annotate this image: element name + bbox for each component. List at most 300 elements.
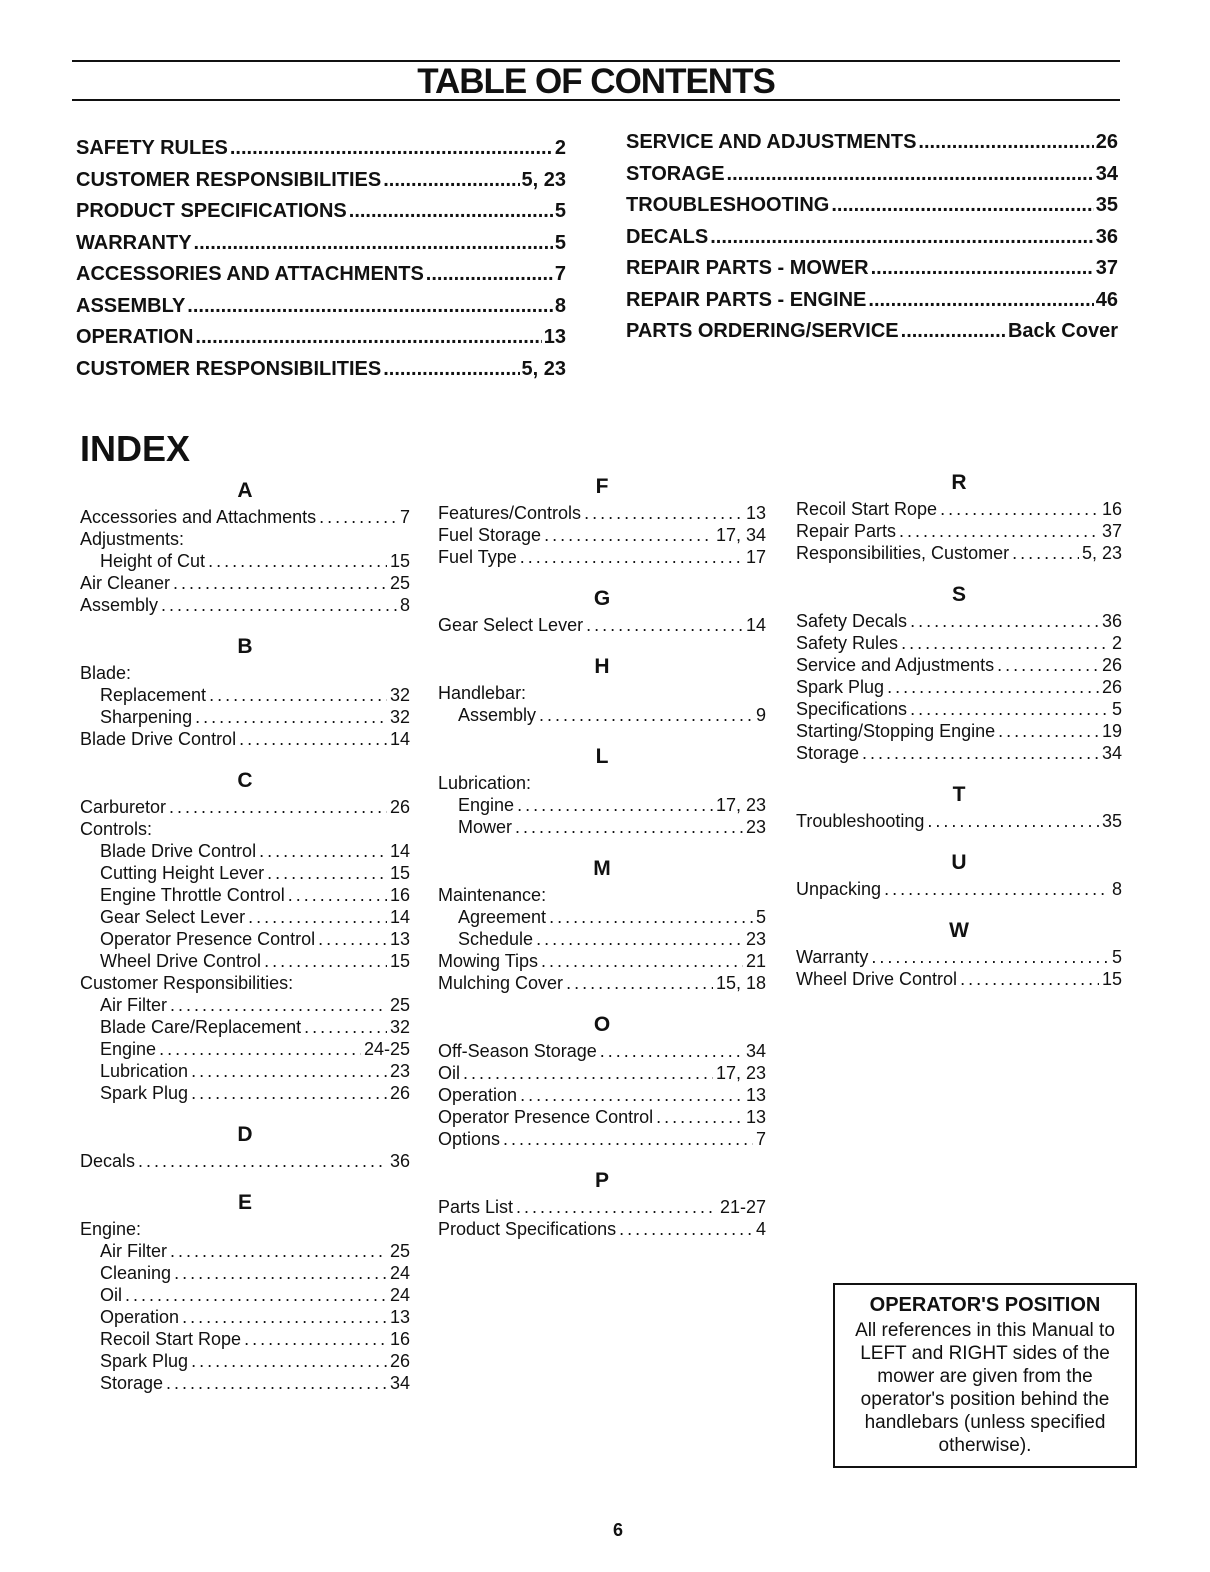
index-entry-label: Decals [80, 1151, 136, 1171]
index-entry-page: 13 [745, 1085, 766, 1105]
index-group [438, 742, 766, 838]
index-letter: O [593, 1013, 611, 1036]
index-group [796, 780, 1122, 832]
toc-entry [626, 131, 1118, 163]
dot-leader [349, 200, 553, 223]
index-entry [796, 968, 1122, 990]
toc-entry-label: REPAIR PARTS - ENGINE [626, 288, 867, 311]
index-entry-page: 21 [745, 951, 766, 971]
dot-leader [170, 994, 387, 1016]
index-entry-page: 34 [745, 1041, 766, 1061]
index-entry-label: Assembly [80, 595, 159, 615]
index-letter: P [594, 1169, 609, 1192]
index-entry-page: 2 [1111, 633, 1122, 653]
index-entry-page: 26 [389, 1083, 410, 1103]
index-entry-label: Sharpening [100, 707, 193, 727]
dot-leader [586, 614, 743, 636]
dot-leader [209, 684, 387, 706]
index-entry-label: Fuel Storage [438, 525, 542, 545]
index-entry-page: 5 [1111, 699, 1122, 719]
index-group [438, 472, 766, 568]
index-entry [438, 1128, 766, 1150]
index-entry-label: Fuel Type [438, 547, 517, 567]
index-group [80, 766, 410, 1104]
index-letter: M [593, 857, 611, 880]
index-entry [80, 1240, 410, 1262]
dot-leader [173, 572, 387, 594]
dot-leader [541, 950, 743, 972]
dot-leader [862, 742, 1099, 764]
dot-leader [264, 950, 387, 972]
index-heading: Engine: [80, 1219, 142, 1239]
index-entry-label: Air Cleaner [80, 573, 171, 593]
dot-leader [194, 232, 553, 255]
dot-leader [887, 676, 1099, 698]
index-entry [438, 1196, 766, 1218]
index-entry-page: 17, 23 [715, 1063, 766, 1083]
dot-leader [259, 840, 387, 862]
index-group [80, 476, 410, 616]
index-entry-page: 19 [1101, 721, 1122, 741]
dot-leader [539, 704, 753, 726]
index-entry-page: 23 [745, 929, 766, 949]
index-entry-label: Safety Rules [796, 633, 899, 653]
dot-leader [182, 1306, 387, 1328]
dot-leader [208, 550, 387, 572]
index-entry-page: 14 [745, 615, 766, 635]
index-group [80, 1188, 410, 1394]
index-entry-page: 26 [389, 797, 410, 817]
dot-leader [927, 810, 1099, 832]
index-entry-page: 32 [389, 685, 410, 705]
toc-entry-label: CUSTOMER RESPONSIBILITIES [76, 168, 382, 191]
toc-entry-label: PARTS ORDERING/SERVICE [626, 320, 899, 342]
dot-leader [656, 1106, 743, 1128]
toc-entry-label: WARRANTY [76, 231, 192, 254]
dot-leader [174, 1262, 387, 1284]
index-entry [796, 720, 1122, 742]
dot-leader [159, 1038, 361, 1060]
toc-entry-label: SAFETY RULES [76, 137, 228, 159]
index-entry-label: Off-Season Storage [438, 1041, 597, 1061]
index-entry-page: 13 [745, 503, 766, 523]
index-entry-page: 25 [389, 573, 410, 593]
index-entry-page: 5 [755, 907, 766, 927]
index-entry-label: Carburetor [80, 797, 167, 817]
toc-entry-page: 8 [554, 294, 566, 317]
index-entry [796, 742, 1122, 764]
index-entry [438, 546, 766, 568]
index-entry [796, 654, 1122, 676]
index-entry-label: Repair Parts [796, 521, 897, 541]
index-entry-page: 21-27 [719, 1197, 766, 1217]
toc-entry-label: PRODUCT SPECIFICATIONS [76, 200, 347, 222]
dot-leader [831, 194, 1093, 217]
index-entry [80, 1150, 410, 1172]
index-entry-label: Operation [100, 1307, 180, 1327]
index-entry-page: 23 [745, 817, 766, 837]
index-entry-label: Mowing Tips [438, 951, 539, 971]
index-heading: Maintenance: [438, 885, 547, 905]
dot-leader [520, 1084, 743, 1106]
toc-entry [626, 289, 1118, 321]
index-entry-page: 32 [389, 1017, 410, 1037]
dot-leader [161, 594, 397, 616]
toc-entry-page: Back Cover [1007, 320, 1118, 342]
index-group [438, 1010, 766, 1150]
index-group [438, 584, 766, 636]
index-entry-page: 36 [1101, 611, 1122, 631]
index-entry-label: Warranty [796, 947, 869, 967]
dot-leader [318, 928, 387, 950]
index-entry-label: Spark Plug [100, 1351, 189, 1371]
index-group [796, 916, 1122, 990]
dot-leader [125, 1284, 387, 1306]
index-entry-label: Operator Presence Control [100, 929, 316, 949]
index-heading: Lubrication: [438, 773, 532, 793]
index-letter: S [951, 583, 966, 606]
index-entry [80, 884, 410, 906]
index-entry-page: 13 [389, 1307, 410, 1327]
dot-leader [169, 796, 387, 818]
index-entry-label: Parts List [438, 1197, 514, 1217]
index-entry-label: Blade Care/Replacement [100, 1017, 302, 1037]
dot-leader [503, 1128, 753, 1150]
index-entry [80, 1060, 410, 1082]
index-entry-page: 26 [1101, 655, 1122, 675]
dot-leader [710, 226, 1094, 249]
index-entry-page: 8 [399, 595, 410, 615]
index-entry [796, 520, 1122, 542]
dot-leader [998, 720, 1099, 742]
toc-left-column [76, 137, 566, 389]
index-entry-label: Mulching Cover [438, 973, 564, 993]
index-entry-label: Service and Adjustments [796, 655, 995, 675]
operator-position-title: OPERATOR'S POSITION [869, 1294, 1101, 1316]
dot-leader [871, 946, 1109, 968]
index-letter: D [237, 1123, 253, 1146]
index-heading: Handlebar: [438, 683, 527, 703]
index-entry-page: 24 [389, 1285, 410, 1305]
index-heading: Controls: [80, 819, 153, 839]
index-entry [438, 1062, 766, 1084]
index-entry-page: 15 [389, 551, 410, 571]
index-entry-page: 4 [755, 1219, 766, 1239]
index-entry-page: 15 [389, 863, 410, 883]
index-entry-page: 17, 23 [715, 795, 766, 815]
toc-entry [626, 320, 1118, 352]
index-entry-label: Product Specifications [438, 1219, 617, 1239]
index-entry-page: 17, 34 [715, 525, 766, 545]
index-entry-page: 26 [1101, 677, 1122, 697]
index-entry [796, 878, 1122, 900]
toc-entry [76, 326, 566, 358]
index-column-3 [796, 468, 1122, 1006]
toc-entry-page: 37 [1095, 257, 1118, 279]
toc-entry-page: 46 [1095, 288, 1118, 311]
index-entry [796, 632, 1122, 654]
operator-position-box [833, 1283, 1137, 1468]
index-letter: B [237, 635, 253, 658]
index-entry-page: 25 [389, 1241, 410, 1261]
index-letter: U [951, 851, 967, 874]
toc-entry-page: 7 [554, 263, 566, 285]
index-entry [80, 684, 410, 706]
index-entry [80, 1306, 410, 1328]
index-heading: Blade: [80, 663, 132, 683]
dot-leader [319, 506, 397, 528]
index-heading: Adjustments: [80, 529, 185, 549]
index-entry-page: 14 [389, 729, 410, 749]
index-entry [438, 1084, 766, 1106]
index-group [80, 1120, 410, 1172]
dot-leader [727, 163, 1094, 186]
dot-leader [517, 794, 713, 816]
index-entry-label: Mower [458, 817, 513, 837]
index-group [796, 468, 1122, 564]
dot-leader [239, 728, 387, 750]
toc-entry-page: 36 [1095, 225, 1118, 248]
toc-entry-label: TROUBLESHOOTING [626, 194, 830, 216]
toc-title: TABLE OF CONTENTS [417, 62, 775, 101]
dot-leader [544, 524, 713, 546]
toc-entry [626, 257, 1118, 289]
bottom-rule [72, 99, 1120, 101]
index-entry-page: 5, 23 [1081, 543, 1122, 563]
toc-entry-label: OPERATION [76, 326, 194, 348]
toc-entry [76, 137, 566, 169]
index-entry [438, 524, 766, 546]
index-entry [438, 502, 766, 524]
index-group [796, 580, 1122, 764]
index-letter: W [949, 919, 969, 942]
index-entry-page: 16 [1101, 499, 1122, 519]
index-entry [80, 928, 410, 950]
toc-entry-label: SERVICE AND ADJUSTMENTS [626, 131, 917, 153]
toc-entry-page: 13 [543, 326, 566, 348]
index-entry-page: 7 [755, 1129, 766, 1149]
index-entry-page: 14 [389, 907, 410, 927]
index-entry-page: 8 [1111, 879, 1122, 899]
index-entry-label: Schedule [458, 929, 534, 949]
toc-entry-page: 5 [554, 200, 566, 222]
index-entry [80, 906, 410, 928]
index-entry-label: Recoil Start Rope [796, 499, 938, 519]
index-entry-label: Lubrication [100, 1061, 189, 1081]
index-entry-page: 7 [399, 507, 410, 527]
dot-leader [549, 906, 753, 928]
index-entry-page: 24-25 [363, 1039, 410, 1059]
index-entry [80, 950, 410, 972]
index-entry-label: Oil [100, 1285, 122, 1305]
index-entry-page: 16 [389, 885, 410, 905]
dot-leader [960, 968, 1099, 990]
toc-entry [76, 232, 566, 264]
dot-leader [600, 1040, 743, 1062]
dot-leader [195, 706, 387, 728]
operator-position-text: All references in this Manual to LEFT and RIGHT sides of the mower are given from the operator's position behind the handlebars (unless specified otherwise). [855, 1320, 1115, 1456]
index-letter: R [951, 471, 967, 494]
index-entry-label: Spark Plug [796, 677, 885, 697]
dot-leader [584, 502, 743, 524]
index-entry [80, 1038, 410, 1060]
index-entry [438, 614, 766, 636]
index-entry-page: 25 [389, 995, 410, 1015]
toc-entry-page: 5, 23 [521, 168, 566, 191]
index-entry [796, 542, 1122, 564]
dot-leader [901, 320, 1006, 343]
index-entry-label: Replacement [100, 685, 207, 705]
index-entry [796, 698, 1122, 720]
index-entry-page: 14 [389, 841, 410, 861]
index-group [80, 632, 410, 750]
dot-leader [940, 498, 1099, 520]
toc-entry-page: 5, 23 [521, 357, 566, 380]
index-entry-label: Assembly [458, 705, 537, 725]
toc-entry [76, 263, 566, 295]
toc-entry [76, 295, 566, 327]
index-entry-page: 34 [1101, 743, 1122, 763]
index-entry [80, 840, 410, 862]
index-entry [438, 1040, 766, 1062]
index-entry [80, 706, 410, 728]
index-entry-page: 34 [389, 1373, 410, 1393]
toc-entry-page: 26 [1095, 131, 1118, 153]
toc-entry-label: REPAIR PARTS - MOWER [626, 257, 869, 279]
index-entry [438, 704, 766, 726]
index-entry-label: Options [438, 1129, 501, 1149]
index-entry-page: 15 [389, 951, 410, 971]
index-entry [80, 728, 410, 750]
index-entry-label: Troubleshooting [796, 811, 925, 831]
index-letter: A [237, 479, 253, 502]
index-entry-label: Engine Throttle Control [100, 885, 285, 905]
index-entry [796, 810, 1122, 832]
index-entry [438, 972, 766, 994]
toc-entry-label: DECALS [626, 225, 709, 248]
toc-right-column [626, 131, 1118, 352]
index-entry-label: Spark Plug [100, 1083, 189, 1103]
index-entry-page: 15 [1101, 969, 1122, 989]
dot-leader [187, 295, 553, 318]
toc-entry-page: 35 [1095, 194, 1118, 216]
toc-entry-label: CUSTOMER RESPONSIBILITIES [76, 357, 382, 380]
dot-leader [383, 169, 519, 192]
index-entry-page: 13 [745, 1107, 766, 1127]
dot-leader [899, 520, 1099, 542]
index-entry [438, 1218, 766, 1240]
dot-leader [910, 610, 1099, 632]
index-entry [80, 1372, 410, 1394]
index-entry-label: Features/Controls [438, 503, 582, 523]
dot-leader [191, 1060, 387, 1082]
index-entry-page: 17 [745, 547, 766, 567]
toc-entry-label: STORAGE [626, 162, 725, 185]
index-entry-label: Oil [438, 1063, 460, 1083]
index-entry [438, 928, 766, 950]
index-letter: T [952, 783, 966, 806]
dot-leader [910, 698, 1109, 720]
index-entry-page: 9 [755, 705, 766, 725]
toc-entry [76, 200, 566, 232]
index-entry [438, 950, 766, 972]
dot-leader [516, 1196, 717, 1218]
index-entry-label: Operation [438, 1085, 518, 1105]
index-entry-label: Blade Drive Control [80, 729, 237, 749]
page-number: 6 [612, 1520, 623, 1540]
index-entry-label: Blade Drive Control [100, 841, 257, 861]
dot-leader [566, 972, 713, 994]
index-entry [80, 550, 410, 572]
dot-leader [166, 1372, 387, 1394]
dot-leader [267, 862, 387, 884]
dot-leader [426, 263, 553, 286]
dot-leader [871, 257, 1094, 280]
index-group [438, 854, 766, 994]
index-entry-page: 36 [389, 1151, 410, 1171]
index-entry-label: Engine [100, 1039, 157, 1059]
index-entry [80, 1328, 410, 1350]
index-entry-page: 5 [1111, 947, 1122, 967]
index-entry [438, 816, 766, 838]
index-entry-label: Height of Cut [100, 551, 206, 571]
dot-leader [868, 289, 1093, 312]
dot-leader [520, 546, 743, 568]
index-entry [80, 506, 410, 528]
index-entry-label: Storage [100, 1373, 164, 1393]
index-letter: G [593, 587, 611, 610]
toc-entry-page: 2 [554, 137, 566, 159]
index-entry [80, 994, 410, 1016]
dot-leader [195, 326, 541, 349]
index-entry-label: Responsibilities, Customer [796, 543, 1010, 563]
index-column-2 [438, 472, 766, 1256]
dot-leader [230, 137, 553, 160]
index-letter: E [237, 1191, 252, 1214]
dot-leader [463, 1062, 713, 1084]
index-entry-page: 13 [389, 929, 410, 949]
index-entry-label: Engine [458, 795, 515, 815]
index-entry [80, 1082, 410, 1104]
index-entry-label: Accessories and Attachments [80, 507, 317, 527]
index-entry-page: 23 [389, 1061, 410, 1081]
index-entry [438, 794, 766, 816]
index-entry-label: Starting/Stopping Engine [796, 721, 996, 741]
dot-leader [536, 928, 743, 950]
index-entry [796, 676, 1122, 698]
index-entry-page: 37 [1101, 521, 1122, 541]
dot-leader [248, 906, 387, 928]
index-group [796, 848, 1122, 900]
toc-entry [76, 169, 566, 201]
index-group [438, 652, 766, 726]
dot-leader [138, 1150, 387, 1172]
index-group [438, 1166, 766, 1240]
dot-leader [170, 1240, 387, 1262]
index-heading: Customer Responsibilities: [80, 973, 294, 993]
index-entry-page: 26 [389, 1351, 410, 1371]
index-entry [438, 1106, 766, 1128]
index-entry [80, 1284, 410, 1306]
dot-leader [383, 358, 519, 381]
index-entry [80, 1350, 410, 1372]
dot-leader [997, 654, 1099, 676]
index-letter: C [237, 769, 253, 792]
dot-leader [619, 1218, 753, 1240]
index-entry-page: 24 [389, 1263, 410, 1283]
index-entry-page: 15, 18 [715, 973, 766, 993]
toc-entry-label: ACCESSORIES AND ATTACHMENTS [76, 263, 424, 285]
